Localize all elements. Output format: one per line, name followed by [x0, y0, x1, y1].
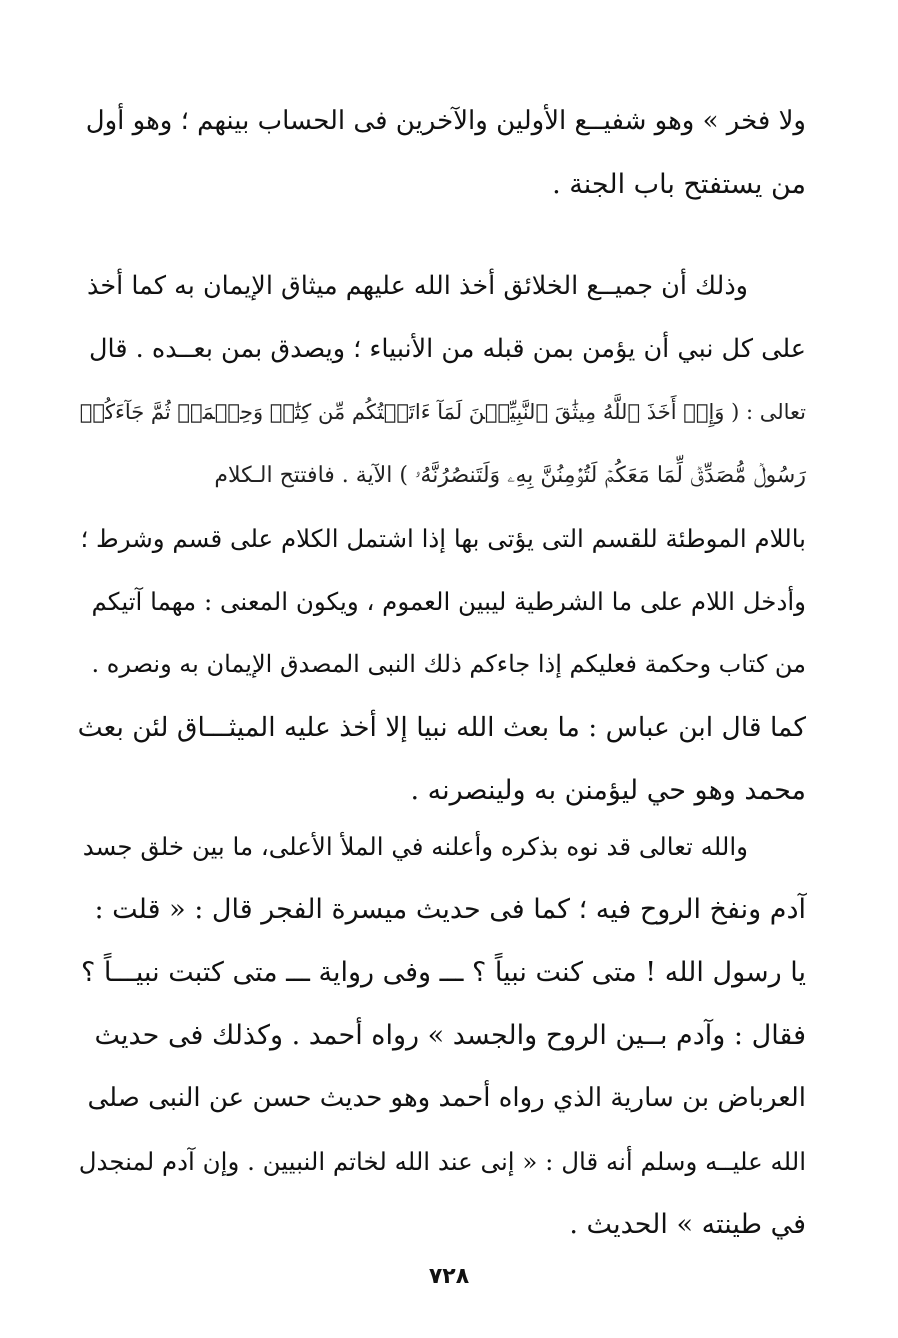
- paragraph-line: الله عليــه وسلم أنه قال : « إنى عند الله لخاتم النبيين . وإن آدم لمنجدل: [78, 1147, 806, 1176]
- quran-verse-line: رَسُولٞ مُّصَدِّقٞ لِّمَا مَعَكُمۡ لَتُؤۡمِنُنَّ بِهِۦ وَلَتَنصُرُنَّهُۥ ) الآية . فافتتح الـكلام: [214, 463, 806, 488]
- paragraph-1: [78, 90, 806, 216]
- paragraph-line: على كل نبي أن يؤمن بمن قبله من الأنبياء ؛ ويصدق بمن بعــده . قال: [89, 334, 806, 364]
- paragraph-2: [78, 255, 806, 822]
- paragraph-line: ولا فخر » وهو شفيــع الأولين والآخرين فى الحساب بينهم ؛ وهو أول: [85, 106, 806, 136]
- paragraph-line: في طينته » الحديث .: [569, 1209, 806, 1240]
- page-number: ٧٢٨: [428, 1264, 470, 1289]
- paragraph-line: من كتاب وحكمة فعليكم إذا جاءكم ذلك النبى المصدق الإيمان به ونصره .: [91, 650, 806, 678]
- paragraph-line: آدم ونفخ الروح فيه ؛ كما فى حديث ميسرة الفجر قال : « قلت :: [94, 894, 806, 925]
- paragraph-line: كما قال ابن عباس : ما بعث الله نبيا إلا أخذ عليه الميثـــاق لئن بعث: [77, 712, 806, 743]
- paragraph-line: محمد وهو حي ليؤمنن به ولينصرنه .: [410, 775, 806, 806]
- paragraph-3: [78, 815, 806, 1256]
- paragraph-line: وأدخل اللام على ما الشرطية ليبين العموم ، ويكون المعنى : مهما آتيكم: [91, 587, 806, 616]
- paragraph-line: باللام الموطئة للقسم التى يؤتى بها إذا اشتمل الكلام على قسم وشرط ؛: [80, 524, 806, 553]
- quran-verse-line: تعالى : ( وَإِذۡ أَخَذَ ٱللَّهُ مِيثَٰقَ ٱلنَّبِيِّـۧنَ لَمَآ ءَاتَيۡتُكُم مِّن كِتَٰبٖ وَحِكۡمَةٖ ثُمَّ جَآءَكُمۡ: [79, 400, 806, 424]
- paragraph-line: فقال : وآدم بــين الروح والجسد » رواه أحمد . وكذلك فى حديث: [94, 1020, 806, 1051]
- paragraph-line: يا رسول الله ! متى كنت نبياً ؟ ـــ وفى رواية ـــ متى كتبت نبيـــاً ؟: [80, 957, 806, 988]
- paragraph-line: من يستفتح باب الجنة .: [552, 169, 806, 200]
- paragraph-line: والله تعالى قد نوه بذكره وأعلنه في الملأ الأعلى، ما بين خلق جسد: [82, 832, 748, 861]
- paragraph-line: العرباض بن سارية الذي رواه أحمد وهو حديث حسن عن النبى صلى: [87, 1083, 806, 1113]
- paragraph-line: وذلك أن جميــع الخلائق أخذ الله عليهم ميثاق الإيمان به كما أخذ: [86, 271, 748, 301]
